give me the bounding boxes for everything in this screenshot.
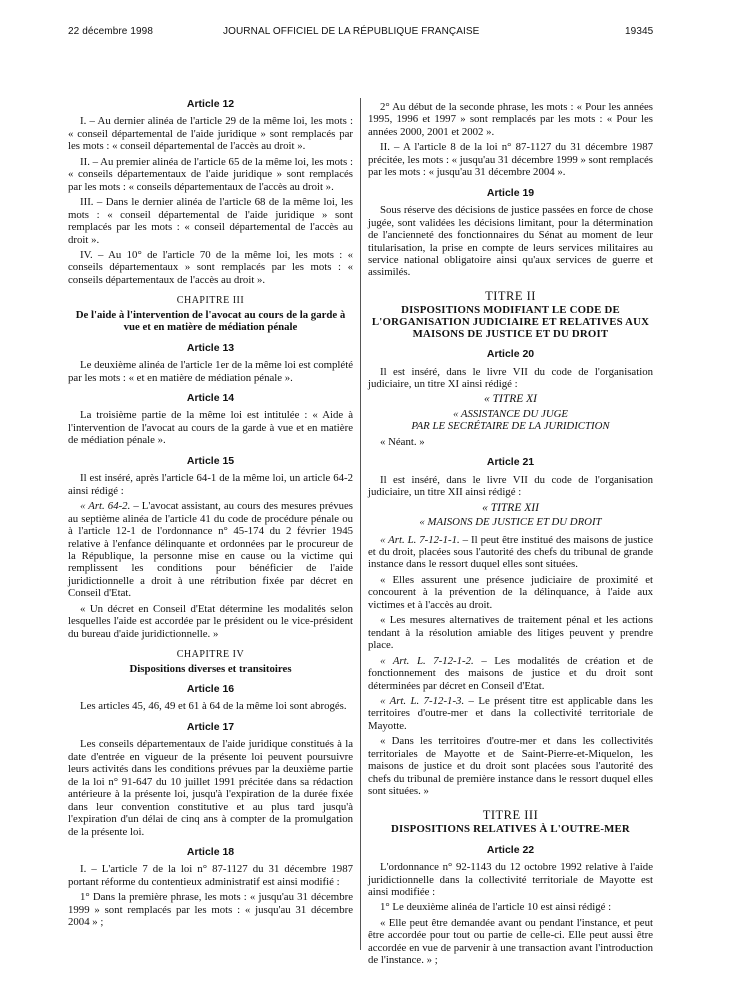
article-18-title: Article 18	[186, 845, 235, 858]
article-20-neant: « Néant. »	[380, 435, 425, 448]
article-21-art-ref-3: « Art. L. 7-12-1-3.	[380, 695, 465, 707]
article-21-para-7: « Dans les territoires d'outre-mer et dans les collectivités territoriales de Mayotte et de Saint-Pierre-et-Miquelon, les maisons de justice et du droit sont placées sous l'autorité des chefs du tribunal de première instance dans le ressort duquel elles sont situées. »	[368, 735, 653, 798]
article-12-para-2: II. – Au premier alinéa de l'article 65 de la même loi, les mots : « conseils départementaux de l'aide juridique » sont remplacés par les mots : « conseils départementaux de l'accès au droit ».	[68, 155, 353, 193]
article-15-para-3: « Un décret en Conseil d'Etat détermine les modalités selon lesquelles l'aide est accordée par le président ou le vice-président du bureau d'aide juridictionnelle. »	[68, 602, 353, 640]
article-15-art-ref: « Art. 64-2.	[80, 500, 131, 513]
article-20-para-1: Il est inséré, dans le livre VII du code de l'organisation judiciaire, un titre XI ainsi rédigé :	[368, 365, 653, 391]
article-22-para-3: « Elle peut être demandée avant ou pendant l'instance, et peut être accordée pour tout ou partie de celle-ci. Elle peut aussi être accordée en vue de parvenir à une transaction avant l'introduction de l'instance. » ;	[368, 916, 653, 967]
article-12-title: Article 12	[186, 98, 235, 110]
chapter-3-label: CHAPITRE III	[176, 295, 245, 307]
article-21-para-5-text: – Les modalités de création et de fonctionnement des maisons de justice et du droit sont déterminées par décret en Conseil d'Etat.	[368, 654, 653, 692]
article-14-title: Article 14	[186, 391, 235, 404]
article-15-title: Article 15	[186, 454, 235, 467]
article-22-title: Article 22	[486, 843, 535, 856]
article-20-title: Article 20	[486, 348, 535, 361]
page-header	[0, 0, 731, 50]
article-21-para-3: « Elles assurent une présence judiciaire de proximité et concourent à la prévention de la délinquance, à l'aide aux victimes et à l'accès au droit.	[368, 573, 653, 611]
header-page-number: 19345	[625, 26, 654, 37]
article-15-para-2-text: – L'avocat assistant, au cours des mesures prévues au septième alinéa de l'article 41 du code de procédure pénale ou à l'article 12-1 de l'ordonnance n° 45-174 du 2 février 1945 relative à l'enfance délinquante et ordonnées par le procureur de la République, la personne mise en cause ou la victime qui remplissent les conditions pour bénéficier de l'aide juridictionnelle a droit à une rétribution fixée par décret en Conseil d'Etat.	[68, 500, 354, 600]
header-journal-title: JOURNAL OFFICIEL DE LA RÉPUBLIQUE FRANÇAISE	[223, 26, 480, 37]
titre-3-title: DISPOSITIONS RELATIVES À L'OUTRE-MER	[391, 823, 630, 836]
article-16-title: Article 16	[186, 682, 235, 695]
article-21-para-1: Il est inséré, dans le livre VII du code de l'organisation judiciaire, un titre XII ainsi rédigé :	[368, 473, 653, 499]
titre-2-title: DISPOSITIONS MODIFIANT LE CODE DE L'ORGANISATION JUDICIAIRE ET RELATIVES AUX MAISONS DE JUSTICE ET DU DROIT	[371, 304, 650, 340]
article-18-para-2: 1° Dans la première phrase, les mots : « jusqu'au 31 décembre 1999 » sont remplacés par les mots : « jusqu'au 31 décembre 2004 » ;	[68, 891, 353, 929]
article-18-para-4: II. – A l'article 8 de la loi n° 87-1127 du 31 décembre 1987 précitée, les mots : « jusqu'au 31 décembre 1999 » sont remplacés par les mots : « jusqu'au 31 décembre 2004 ».	[368, 141, 653, 179]
article-19-title: Article 19	[486, 186, 535, 199]
titre-11-title-line-2: PAR LE SECRÉTAIRE DE LA JURIDICTION	[411, 420, 610, 433]
article-17-para-1: Les conseils départementaux de l'aide juridique constitués à la date d'entrée en vigueur de la présente loi peuvent poursuivre leurs activités dans les conditions prévues par la deuxième partie de la loi n° 91-647 du 10 juillet 1991 précitée dans sa rédaction antérieure à la présente loi, jusqu'à l'expiration de la durée fixée dans leur convention constitutive et au plus tard jusqu'à l'expiration d'un délai de cinq ans à compter de la promulgation de la présente loi.	[68, 738, 353, 838]
chapter-4-title: Dispositions diverses et transitoires	[129, 662, 292, 675]
article-17-title: Article 17	[186, 720, 235, 733]
titre-2-label: TITRE II	[485, 288, 536, 303]
chapter-3-title: De l'aide à l'intervention de l'avocat au cours de la garde à vue et en matière de médiation pénale	[75, 308, 346, 334]
titre-3-label: TITRE III	[482, 807, 539, 822]
article-12-para-4: IV. – Au 10° de l'article 70 de la même loi, les mots : « conseils départementaux » sont remplacés par les mots : « conseils départementaux de l'accès au droit ».	[68, 248, 353, 286]
article-14-para-1: La troisième partie de la même loi est intitulée : « Aide à l'intervention de l'avocat au cours de la garde à vue et en matière de médiation pénale ».	[68, 409, 353, 447]
article-19-para-1: Sous réserve des décisions de justice passées en force de chose jugée, sont validées les décisions limitant, pour la détermination de l'ancienneté des fonctionnaires du Sénat au moment de leur titularisation, la prise en compte de leurs services militaires au service national obligatoire ainsi qu'aux services de guerre et assimilés.	[368, 204, 653, 279]
article-18-para-1: I. – L'article 7 de la loi n° 87-1127 du 31 décembre 1987 portant réforme du contentieux administratif est ainsi modifié :	[68, 863, 353, 888]
article-22-para-2: 1° Le deuxième alinéa de l'article 10 est ainsi rédigé :	[380, 901, 612, 914]
titre-11-title-line-1: « ASSISTANCE DU JUGE	[452, 407, 569, 420]
article-13-para-1: Le deuxième alinéa de l'article 1er de la même loi est complété par les mots : « et en matière de médiation pénale ».	[68, 359, 353, 384]
article-16-para-1: Les articles 45, 46, 49 et 61 à 64 de la même loi sont abrogés.	[80, 700, 347, 713]
article-21-art-ref-2: « Art. L. 7-12-1-2.	[380, 654, 474, 667]
chapter-4-label: CHAPITRE IV	[176, 649, 245, 661]
article-12-para-3: III. – Dans le dernier alinéa de l'article 68 de la même loi, les mots : « conseil départemental de l'aide juridique » sont remplacés par les mots : « conseil départemental de l'accès au droit ».	[68, 196, 353, 246]
article-21-para-6	[368, 695, 653, 732]
article-12-para-1: I. – Au dernier alinéa de l'article 29 de la même loi, les mots : « conseil départemental de l'aide juridique » sont remplacés par les mots : « conseil départemental de l'accès au droit ».	[68, 115, 353, 153]
article-22-para-1: L'ordonnance n° 92-1143 du 12 octobre 1992 relative à l'aide juridictionnelle dans la collectivité territoriale de Mayotte est ainsi modifiée :	[368, 861, 653, 899]
article-15-para-1: Il est inséré, après l'article 64-1 de la même loi, un article 64-2 ainsi rédigé :	[68, 472, 353, 497]
article-15-para-2	[68, 500, 353, 600]
article-21-para-5	[368, 655, 653, 692]
article-18-para-3: 2° Au début de la seconde phrase, les mots : « Pour les années 1995, 1996 et 1997 » sont remplacés par les mots : « Pour les années 2000, 2001 et 2002 ».	[368, 101, 653, 138]
article-21-para-2	[368, 534, 653, 571]
titre-11-label: « TITRE XI	[483, 393, 538, 406]
article-21-title: Article 21	[486, 456, 535, 469]
article-21-para-4: « Les mesures alternatives de traitement pénal et les actions tendant à la résolution amiable des litiges peuvent y prendre place.	[368, 614, 653, 652]
titre-12-label: « TITRE XII	[482, 501, 539, 514]
article-21-para-6-text: – Le présent titre est applicable dans les territoires d'outre-mer et dans la collectivité territoriale de Mayotte.	[368, 695, 653, 732]
left-column	[68, 98, 353, 932]
right-column	[368, 101, 653, 970]
titre-12-title: « MAISONS DE JUSTICE ET DU DROIT	[419, 516, 602, 529]
article-21-art-ref-1: « Art. L. 7-12-1-1.	[380, 533, 460, 546]
article-13-title: Article 13	[186, 341, 235, 354]
header-date: 22 décembre 1998	[68, 26, 153, 37]
article-21-para-2-text: – Il peut être institué des maisons de justice et du droit, placées sous l'autorité des chefs du tribunal de grande instance dans le ressort duquel elles sont situées.	[368, 533, 653, 571]
column-divider	[360, 98, 361, 950]
